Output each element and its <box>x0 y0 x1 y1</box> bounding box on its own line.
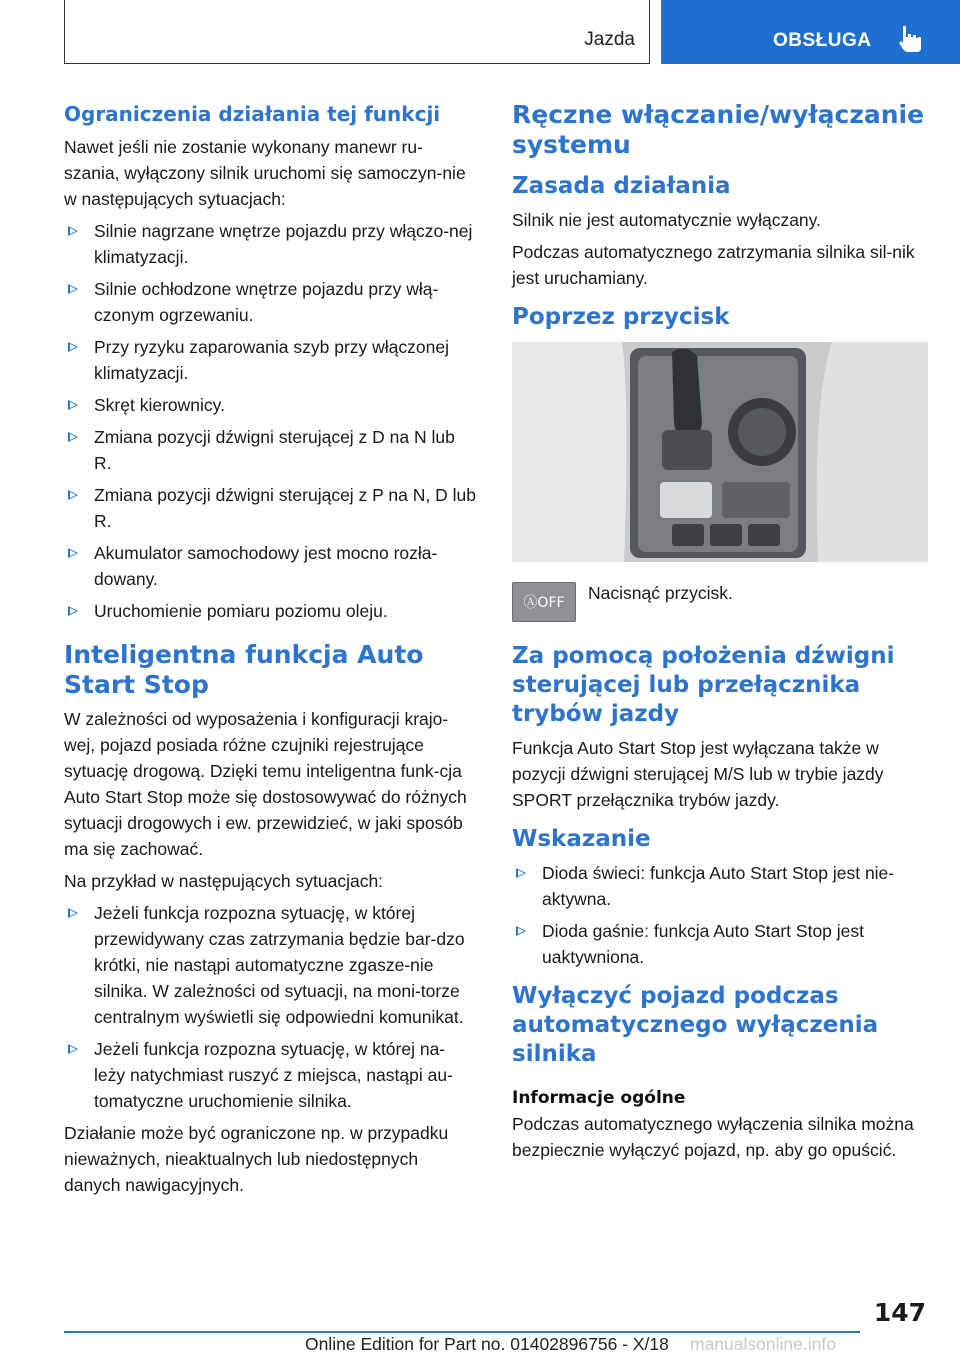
press-button-text: Nacisnąć przycisk. <box>588 583 733 603</box>
paragraph-safe-switch-off: Podczas automatycznego wyłączenia silnika można bezpiecznie wyłączyć pojazd, np. aby go opuścić. <box>512 1114 914 1160</box>
bullet-triangle-icon <box>516 926 526 936</box>
paragraph-not-auto-off: Silnik nie jest automatycznie wyłączany. <box>512 210 821 230</box>
button-instruction-row <box>512 580 928 622</box>
list-item: Silnie ochłodzone wnętrze pojazdu przy włą-czonym ogrzewaniu. <box>64 276 476 328</box>
paragraph-sensors: W zależności od wyposażenia i konfiguracji krajo-wej, pojazd posiada różne czujniki rejestrujące sytuację drogową. Dzięki temu inteligentna funk-cja Auto Start Stop może się dostosowywać do różnych sytuacji drogowych i ew. przewidzieć, w jaki sposób ma się zachować. <box>64 709 467 859</box>
indicator-list <box>512 860 928 970</box>
bullet-triangle-icon <box>68 908 78 918</box>
bullet-triangle-icon <box>68 400 78 410</box>
heading-principle: Zasada działania <box>512 173 731 199</box>
list-item: Silnie nagrzane wnętrze pojazdu przy włączo-nej klimatyzacji. <box>64 218 476 270</box>
paragraph-navigation-limits: Działanie może być ograniczone np. w przypadku nieważnych, nieaktualnych lub niedostępnych danych nawigacyjnych. <box>64 1123 449 1195</box>
restart-conditions-list <box>64 218 476 624</box>
center-console-illustration <box>512 342 928 562</box>
heading-intelligent-start-stop: Inteligentna funkcja Auto Start Stop <box>64 640 424 699</box>
bullet-triangle-icon <box>68 226 78 236</box>
bullet-triangle-icon <box>68 432 78 442</box>
list-item: Skręt kierownicy. <box>64 392 476 418</box>
list-item: Przy ryzyku zaparowania szyb przy włączonej klimatyzacji. <box>64 334 476 386</box>
situations-list <box>64 900 476 1114</box>
bullet-triangle-icon <box>68 284 78 294</box>
list-item: Dioda świeci: funkcja Auto Start Stop jest nie-aktywna. <box>512 860 928 912</box>
auto-start-stop-off-button-icon: ⒶOFF <box>512 582 576 622</box>
header-tab-label: OBSŁUGA <box>773 30 872 51</box>
paragraph-restart: Podczas automatycznego zatrzymania silnika sil-nik jest uruchamiany. <box>512 242 915 288</box>
footer-edition-text: Online Edition for Part no. 01402896756 - X/18 <box>305 1334 669 1354</box>
subheading-general-info: Informacje ogólne <box>512 1088 686 1108</box>
heading-via-button: Poprzez przycisk <box>512 304 730 330</box>
bullet-triangle-icon <box>516 868 526 878</box>
bullet-triangle-icon <box>68 490 78 500</box>
bullet-triangle-icon <box>68 606 78 616</box>
heading-selector-lever: Za pomocą położenia dźwigni sterującej lub przełącznika trybów jazdy <box>512 643 895 727</box>
list-item: Zmiana pozycji dźwigni sterującej z P na N, D lub R. <box>64 482 476 534</box>
heading-switch-off-vehicle: Wyłączyć pojazd podczas automatycznego wyłączenia silnika <box>512 983 879 1067</box>
paragraph-intro: Nawet jeśli nie zostanie wykonany manewr ru-szania, wyłączony silnik uruchomi się samoczyn-nie w następujących sytuacjach: <box>64 137 466 209</box>
list-item: Uruchomienie pomiaru poziomu oleju. <box>64 598 476 624</box>
watermark: manualsonline.info <box>690 1334 836 1354</box>
list-item: Dioda gaśnie: funkcja Auto Start Stop jest uaktywniona. <box>512 918 928 970</box>
paragraph-examples: Na przykład w następujących sytuacjach: <box>64 871 384 891</box>
bullet-triangle-icon <box>68 1044 78 1054</box>
header-tab[interactable] <box>661 0 960 64</box>
heading-manual-toggle: Ręczne włączanie/wyłączanie systemu <box>512 100 925 159</box>
heading-limitations: Ograniczenia działania tej funkcji <box>64 102 441 126</box>
list-item: Akumulator samochodowy jest mocno rozła-dowany. <box>64 540 476 592</box>
list-item: Zmiana pozycji dźwigni sterującej z D na N lub R. <box>64 424 476 476</box>
list-item: Jeżeli funkcja rozpozna sytuację, w której na-leży natychmiast ruszyć z miejsca, nastąpi au-tomatyczne uruchomienie silnika. <box>64 1036 476 1114</box>
list-item: Jeżeli funkcja rozpozna sytuację, w której przewidywany czas zatrzymania będzie bar-dzo krótki, nie nastąpi automatyczne zgasze-nie silnika. W zależności od sytuacji, na moni-torze centralnym wyświetli się odpowiedni komunikat. <box>64 900 476 1030</box>
page-number: 147 <box>873 1298 926 1327</box>
bullet-triangle-icon <box>68 548 78 558</box>
paragraph-sport-mode: Funkcja Auto Start Stop jest wyłączana także w pozycji dźwigni sterującej M/S lub w trybie jazdy SPORT przełącznika trybów jazdy. <box>512 738 884 810</box>
center-console-photo <box>512 342 928 562</box>
heading-indicator: Wskazanie <box>512 826 651 852</box>
left-column <box>64 100 476 1204</box>
header-section-box <box>64 0 650 64</box>
bullet-triangle-icon <box>68 342 78 352</box>
footer-rule <box>64 1331 860 1333</box>
right-column <box>512 100 928 1169</box>
header-section-title: Jazda <box>584 29 635 50</box>
pointing-hand-icon <box>897 24 923 54</box>
